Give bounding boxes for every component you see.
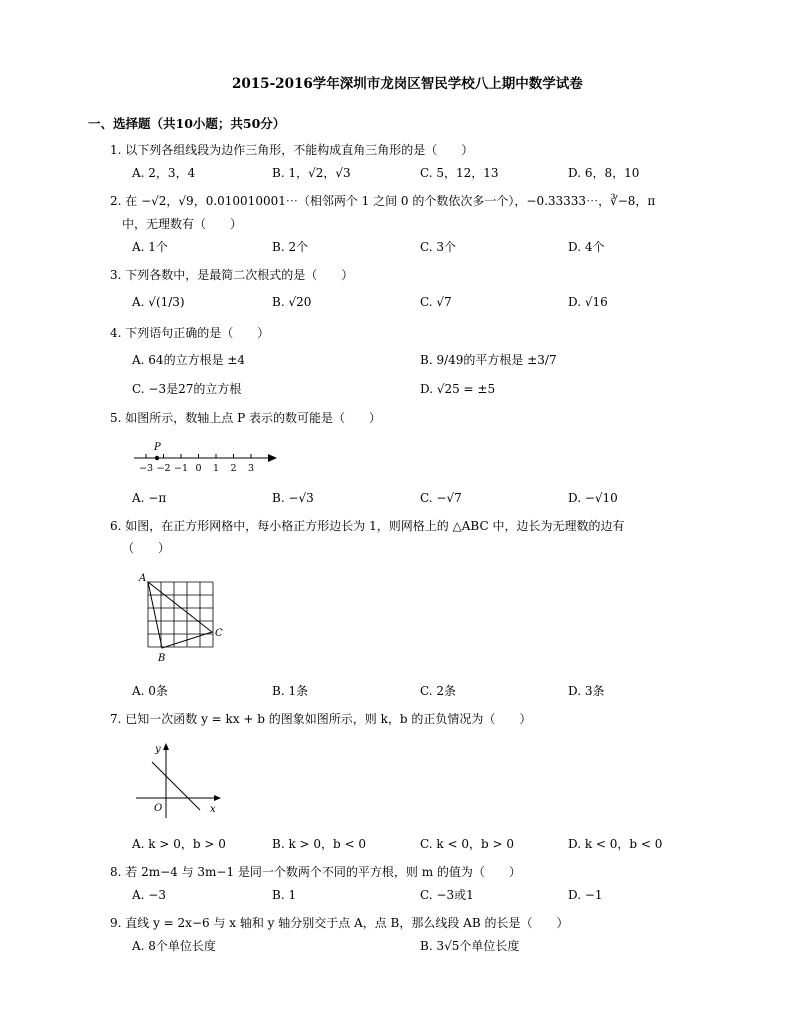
q4-option-c: C. −3是27的立方根 <box>132 382 242 396</box>
q6-option-d: D. 3条 <box>568 684 605 698</box>
grid-triangle-figure <box>136 570 236 665</box>
q2-option-d: D. 4个 <box>568 240 605 254</box>
tick-label: −2 <box>156 463 171 474</box>
q3-option-c: C. √7 <box>420 295 452 309</box>
q5-stem: 5. 如图所示，数轴上点 P 表示的数可能是（ ） <box>110 411 381 425</box>
q9-option-a: A. 8个单位长度 <box>132 939 216 953</box>
q6-stem-line2: （ ） <box>122 541 171 555</box>
q6-option-b: B. 1条 <box>272 684 309 698</box>
q3-option-d: D. √16 <box>568 295 608 309</box>
q2-stem-line2: 中，无理数有（ ） <box>122 217 243 231</box>
q6-option-a: A. 0条 <box>132 684 168 698</box>
q8-option-c: C. −3或1 <box>420 888 474 902</box>
section-heading: 一、选择题（共10小题；共50分） <box>88 116 286 131</box>
q7-option-b: B. k > 0，b < 0 <box>272 837 367 851</box>
q7-option-d: D. k < 0，b < 0 <box>568 837 663 851</box>
q5-option-a: A. −π <box>132 491 167 505</box>
q5-option-b: B. −√3 <box>272 491 314 505</box>
q6-option-c: C. 2条 <box>420 684 457 698</box>
point-p-label: P <box>154 442 161 453</box>
q8-stem: 8. 若 2m−4 与 3m−1 是同一个数两个不同的平方根，则 m 的值为（ ） <box>110 865 521 879</box>
q1-option-c: C. 5，12，13 <box>420 166 499 180</box>
square-grid <box>148 582 213 647</box>
q7-option-a: A. k > 0，b > 0 <box>132 837 226 851</box>
tick-label: 3 <box>247 463 255 474</box>
q2-option-c: C. 3个 <box>420 240 457 254</box>
q7-stem: 7. 已知一次函数 y = kx + b 的图象如图所示，则 k，b 的正负情况为（ ） <box>110 712 532 726</box>
q2-stem-line1: 2. 在 −√2，√9，0.010010001⋯（相邻两个 1 之间 0 的个数依次多一个），−0.33333⋯，∛−8，π <box>110 194 656 208</box>
q8-option-d: D. −1 <box>568 888 603 902</box>
q3-option-b: B. √20 <box>272 295 312 309</box>
q3-option-a: A. √(1/3) <box>132 295 185 309</box>
triangle-abc <box>148 582 212 648</box>
vertex-c-label: C <box>215 628 223 639</box>
tick-label: 1 <box>212 463 220 474</box>
tick-label: 0 <box>195 463 202 474</box>
q1-option-d: D. 6，8，10 <box>568 166 640 180</box>
q4-option-a: A. 64的立方根是 ±4 <box>132 353 246 367</box>
y-axis-label: y <box>155 744 161 755</box>
linear-function-figure <box>132 740 227 820</box>
point-p-marker <box>155 456 159 460</box>
q5-option-d: D. −√10 <box>568 491 618 505</box>
vertex-b-label: B <box>158 653 166 664</box>
q2-option-a: A. 1个 <box>132 240 168 254</box>
number-line-figure <box>132 438 282 478</box>
q2-option-b: B. 2个 <box>272 240 309 254</box>
tick-label: −1 <box>173 463 189 474</box>
q1-option-b: B. 1，√2，√3 <box>272 166 351 180</box>
tick-label: 2 <box>230 463 237 474</box>
q7-option-c: C. k < 0，b > 0 <box>420 837 514 851</box>
q4-stem: 4. 下列语句正确的是（ ） <box>110 326 270 340</box>
q8-option-a: A. −3 <box>132 888 166 902</box>
q1-option-a: A. 2，3，4 <box>132 166 196 180</box>
tick-label: −3 <box>138 463 154 474</box>
q4-option-d: D. √25 = ±5 <box>420 382 496 396</box>
q1-stem: 1. 以下列各组线段为边作三角形，不能构成直角三角形的是（ ） <box>110 143 474 157</box>
vertex-a-label: A <box>139 573 147 584</box>
x-axis-label: x <box>210 804 216 815</box>
q9-stem: 9. 直线 y = 2x−6 与 x 轴和 y 轴分别交于点 A，点 B，那么线段 AB 的长是（ ） <box>110 916 569 930</box>
page-title: 2015-2016学年深圳市龙岗区智民学校八上期中数学试卷 <box>232 76 583 92</box>
q8-option-b: B. 1 <box>272 888 297 902</box>
origin-label: O <box>154 803 163 814</box>
q4-option-b: B. 9/49的平方根是 ±3/7 <box>420 353 557 367</box>
q9-option-b: B. 3√5个单位长度 <box>420 939 520 953</box>
q6-stem-line1: 6. 如图，在正方形网格中，每小格正方形边长为 1，则网格上的 △ABC 中，边长为无理数的边有 <box>110 519 625 533</box>
q5-option-c: C. −√7 <box>420 491 462 505</box>
q3-stem: 3. 下列各数中，是最简二次根式的是（ ） <box>110 268 354 282</box>
